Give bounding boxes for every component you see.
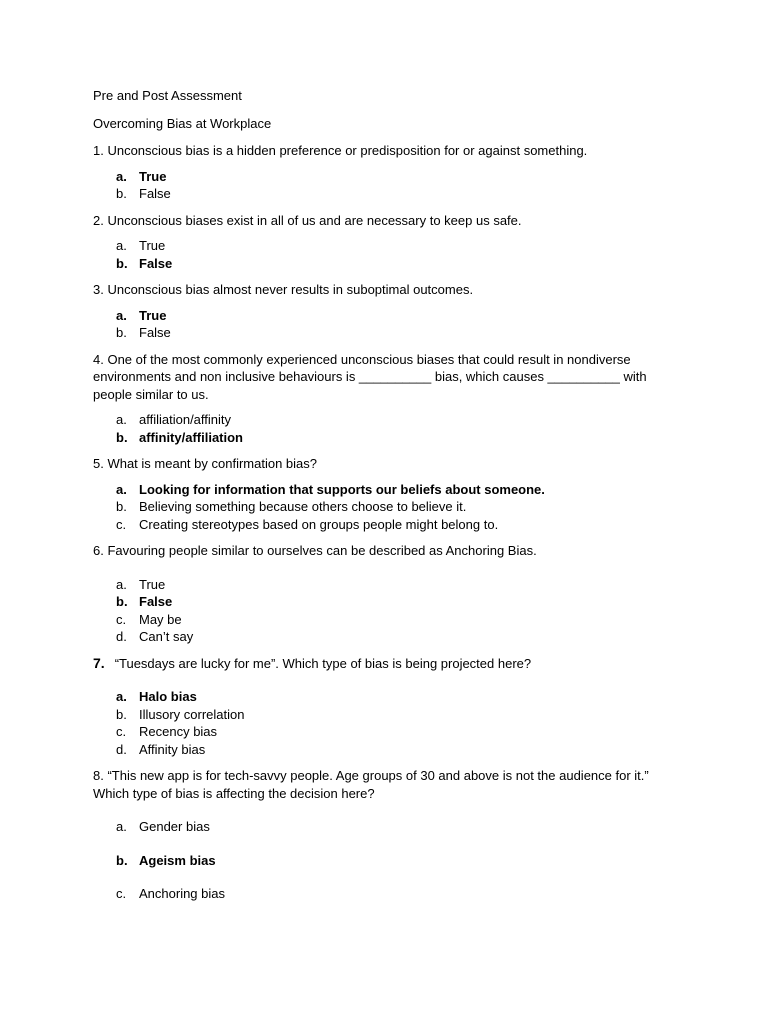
question-5: 5. What is meant by confirmation bias?: [93, 456, 317, 471]
question-7: [93, 655, 653, 673]
question-7-number: 7.: [93, 654, 105, 671]
question-6-options: [93, 576, 653, 646]
option: c. Creating stereotypes based on groups people might belong to.: [116, 516, 499, 532]
question-3: 3. Unconscious bias almost never results in suboptimal outcomes.: [93, 282, 474, 297]
option: b. False: [116, 594, 173, 609]
option: b. Illusory correlation: [116, 706, 245, 722]
option: c. Anchoring bias: [116, 886, 225, 901]
option: a. Looking for information that supports our beliefs about someone.: [116, 481, 545, 497]
document-subtitle: Overcoming Bias at Workplace: [93, 115, 272, 131]
option: a. True: [116, 576, 166, 592]
question-8: 8. “This new app is for tech-savvy people. Age groups of 30 and above is not the audience for it.” Which type of bias is affecting the decision here?: [93, 768, 649, 801]
document-title: Pre and Post Assessment: [93, 88, 242, 103]
option: b. False: [116, 325, 171, 340]
option: c. May be: [116, 611, 182, 627]
question-7-text: “Tuesdays are lucky for me”. Which type of bias is being projected here?: [114, 655, 532, 671]
option: d. Affinity bias: [116, 741, 206, 757]
option: b. False: [116, 255, 173, 271]
question-3-options: [93, 307, 653, 342]
option: b. Believing something because others choose to believe it.: [116, 499, 467, 514]
option: a. Gender bias: [116, 819, 210, 834]
question-5-options: [93, 481, 653, 534]
option: c. Recency bias: [116, 724, 218, 739]
question-2: 2. Unconscious biases exist in all of us and are necessary to keep us safe.: [93, 212, 522, 228]
option: a. True: [116, 307, 167, 323]
option: a. True: [116, 238, 166, 253]
option: b. Ageism bias: [116, 852, 216, 868]
question-1-options: [93, 168, 653, 203]
question-6: 6. Favouring people similar to ourselves can be described as Anchoring Bias.: [93, 543, 537, 558]
question-4: 4. One of the most commonly experienced unconscious biases that could result in nondiverse environments and non inclusive behaviours is __________ bias, which causes __________ with people similar to us.: [93, 351, 647, 402]
option: a. True: [116, 168, 167, 184]
option: b. affinity/affiliation: [116, 429, 243, 445]
option: a. Halo bias: [116, 689, 197, 704]
question-7-options: [93, 688, 653, 758]
question-4-options: [93, 411, 653, 446]
option: d. Can’t say: [116, 629, 194, 644]
option: b. False: [116, 186, 171, 201]
question-2-options: [93, 237, 653, 272]
question-8-options: [93, 818, 653, 903]
question-1: 1. Unconscious bias is a hidden preference or predisposition for or against something.: [93, 143, 588, 158]
document-body: [93, 87, 653, 919]
option: a. affiliation/affinity: [116, 412, 232, 427]
